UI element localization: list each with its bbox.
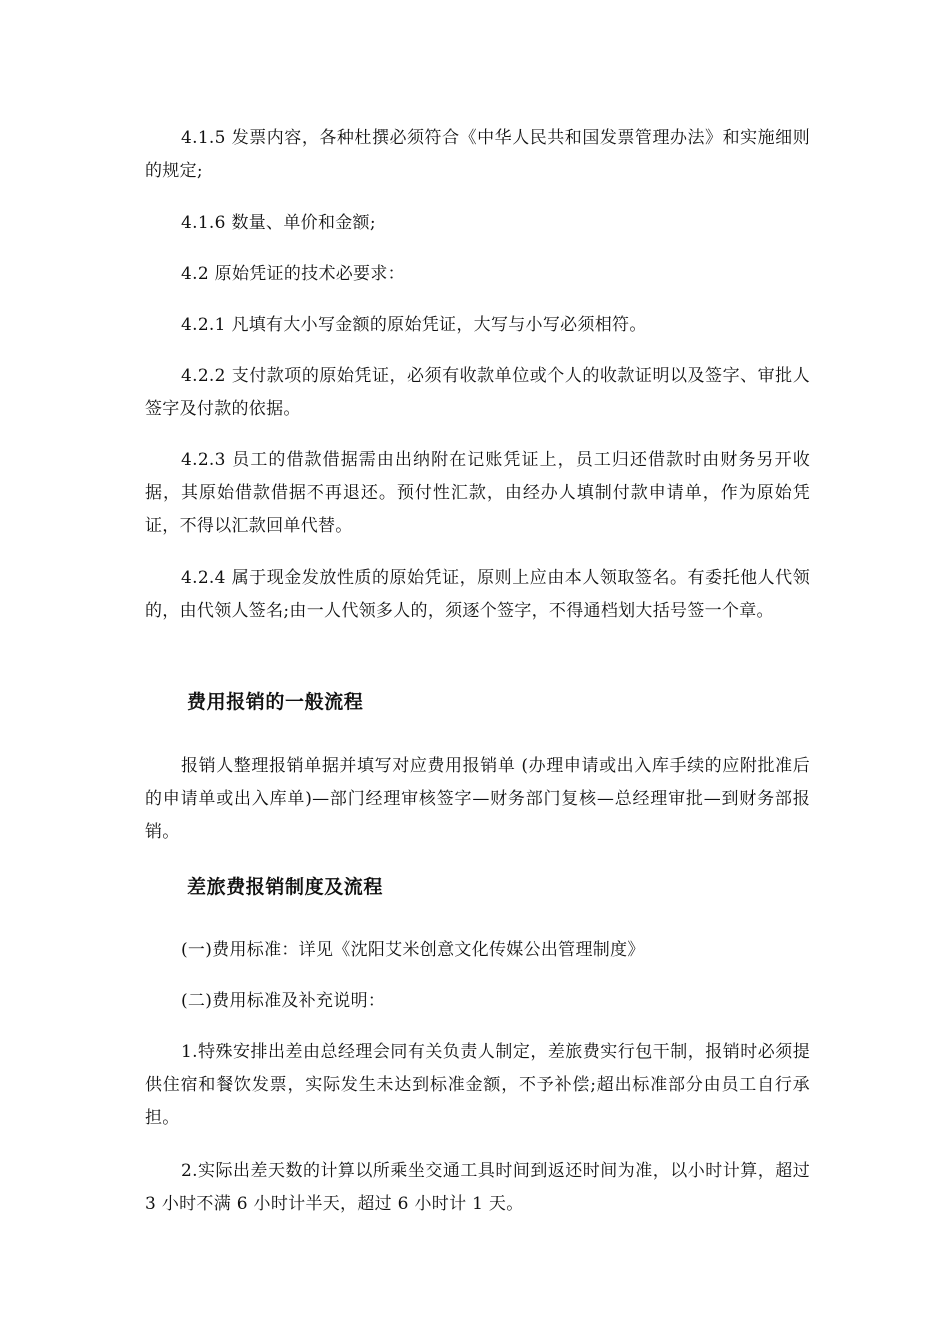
paragraph-general-process: 报销人整理报销单据并填写对应费用报销单 (办理申请或出入库手续的应附批准后的申请单或出入库单)—部门经理审核签字—财务部门复核—总经理审批—到财务部报销。 <box>145 756 810 842</box>
paragraph-4-2-4: 4.2.4 属于现金发放性质的原始凭证，原则上应由本人领取签名。有委托他人代领的，由代领人签名;由一人代领多人的，须逐个签字，不得通档划大括号签一个章。 <box>145 568 810 621</box>
paragraph-travel-rule-2: 2.实际出差天数的计算以所乘坐交通工具时间到返还时间为准，以小时计算，超过 3 小时不满 6 小时计半天，超过 6 小时计 1 天。 <box>145 1161 810 1214</box>
paragraph-4-1-6: 4.1.6 数量、单价和金额; <box>181 213 376 233</box>
section-heading-general-process: 费用报销的一般流程 <box>187 691 364 713</box>
paragraph-travel-rule-1: 1.特殊安排出差由总经理会同有关负责人制定，差旅费实行包干制，报销时必须提供住宿和餐饮发票，实际发生未达到标准金额，不予补偿;超出标准部分由员工自行承担。 <box>145 1042 810 1128</box>
paragraph-4-2-3: 4.2.3 员工的借款借据需由出纳附在记账凭证上，员工归还借款时由财务另开收据，其原始借款借据不再退还。预付性汇款，由经办人填制付款申请单，作为原始凭证，不得以汇款回单代替。 <box>145 450 810 536</box>
paragraph-4-2: 4.2 原始凭证的技术必要求： <box>181 264 405 284</box>
section-heading-travel: 差旅费报销制度及流程 <box>187 876 384 898</box>
paragraph-4-2-2: 4.2.2 支付款项的原始凭证，必须有收款单位或个人的收款证明以及签字、审批人签字及付款的依据。 <box>145 366 810 419</box>
paragraph-travel-standard: (一)费用标准：详见《沈阳艾米创意文化传媒公出管理制度》 <box>181 940 645 960</box>
paragraph-travel-supplement: (二)费用标准及补充说明： <box>181 991 386 1011</box>
paragraph-4-2-1: 4.2.1 凡填有大小写金额的原始凭证，大写与小写必须相符。 <box>181 315 647 335</box>
paragraph-4-1-5: 4.1.5 发票内容，各种杜撰必须符合《中华人民共和国发票管理办法》和实施细则的规定; <box>145 128 810 181</box>
